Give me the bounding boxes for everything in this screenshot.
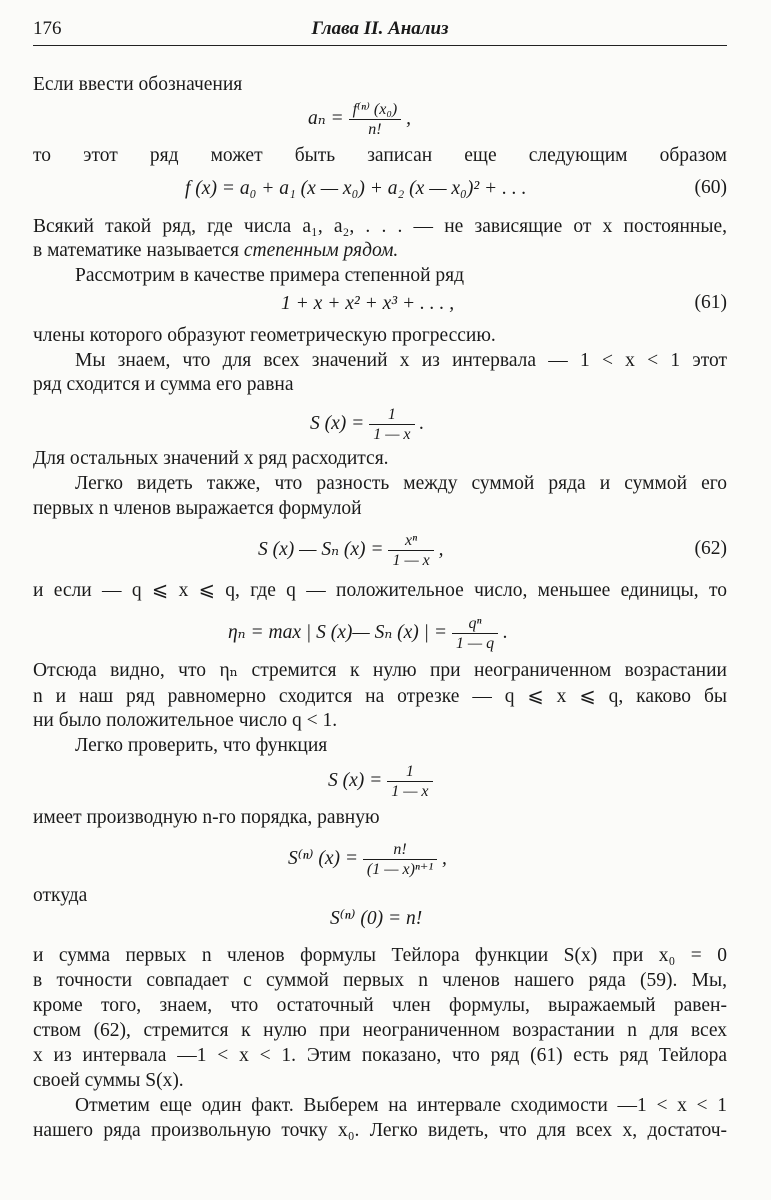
equation-60: f (x) = a₀ + a₁ (x — x₀) + a₂ (x — x₀)² + . . . — [185, 178, 527, 199]
text-line-7: Мы знаем, что для всех значений x из интервала — 1 < x < 1 этот — [75, 350, 727, 371]
header-rule — [33, 45, 727, 46]
equation-number-60: (60) — [694, 177, 727, 198]
text-line-2: то этот ряд может быть записан еще следующим образом — [33, 145, 727, 166]
fraction-62 — [388, 531, 433, 570]
text-line-26: нашего ряда произвольную точку x₀. Легко видеть, что для всех x, достаточ- — [33, 1120, 727, 1141]
text-line-5: Рассмотрим в качестве примера степенной ряд — [75, 265, 465, 286]
text-line-4 — [33, 238, 727, 264]
text-line-11: первых n членов выражается формулой — [33, 498, 362, 519]
text-line-3: Всякий такой ряд, где числа a₁, a₂, . . . — не зависящие от x постоянные, — [33, 216, 727, 237]
equation-62-tail: , — [438, 538, 444, 560]
fraction-sn-numerator: n! — [363, 840, 437, 860]
fraction-eta-denominator: 1 — q — [455, 635, 495, 652]
fraction-s1-denominator: 1 — x — [373, 426, 411, 443]
equation-s1-tail: . — [419, 412, 425, 434]
equation-an-lhs: aₙ = — [308, 107, 344, 129]
text-line-20: в точности совпадает с суммой первых n членов нашего ряда (59). Мы, — [33, 970, 727, 991]
fraction-62-numerator: xⁿ — [388, 531, 433, 551]
fraction-sn — [363, 840, 437, 879]
page-number: 176 — [33, 18, 62, 39]
fraction-eta-numerator: qⁿ — [452, 614, 498, 634]
equation-an-tail: , — [406, 107, 411, 129]
text-line-17: имеет производную n-го порядка, равную — [33, 807, 380, 828]
running-header — [33, 18, 727, 44]
text-line-23: x из интервала —1 < x < 1. Этим показано, что ряд (61) есть ряд Тейлора — [33, 1045, 727, 1066]
equation-number-62: (62) — [694, 538, 727, 559]
fraction-sn-denominator: (1 — x)ⁿ⁺¹ — [366, 861, 434, 878]
text-line-14: n и наш ряд равномерно сходится на отрезке — q ⩽ x ⩽ q, каково бы — [33, 686, 727, 707]
chapter-title: Глава II. Анализ — [311, 18, 449, 39]
text-line-10: Легко видеть также, что разность между суммой ряда и суммой его — [75, 473, 727, 494]
text-line-19: и сумма первых n членов формулы Тейлора функции S(x) при x₀ = 0 — [33, 945, 727, 966]
text-line-6: члены которого образуют геометрическую прогрессию. — [33, 325, 496, 346]
fraction-s1-numerator: 1 — [369, 405, 414, 425]
equation-eta — [228, 614, 508, 653]
term-power-series: степенным рядом. — [243, 240, 399, 261]
text-line-9: Для остальных значений x ряд расходится. — [33, 448, 389, 469]
fraction-an — [349, 100, 402, 139]
text-line-22: ством (62), стремится к нулю при неограниченном возрастании n для всех — [33, 1020, 727, 1041]
equation-62-lhs: S (x) — Sₙ (x) = — [258, 538, 384, 560]
fraction-s2 — [387, 762, 432, 801]
text-line-8: ряд сходится и сумма его равна — [33, 374, 294, 395]
text-line-12: и если — q ⩽ x ⩽ q, где q — положительное число, меньшее единицы, то — [33, 580, 727, 601]
text-line-1: Если ввести обозначения — [33, 74, 243, 95]
equation-sn-tail: , — [442, 847, 447, 869]
text-line-4-start: в математике называется — [33, 240, 239, 261]
equation-s1-lhs: S (x) = — [310, 412, 365, 434]
fraction-an-numerator: f⁽ⁿ⁾ (x₀) — [349, 100, 402, 120]
text-line-13: Отсюда видно, что ηₙ стремится к нулю при неограниченном возрастании — [33, 660, 727, 681]
equation-62 — [258, 531, 444, 570]
equation-61: 1 + x + x² + x³ + . . . , — [281, 293, 455, 314]
fraction-s2-denominator: 1 — x — [391, 783, 429, 800]
equation-sn-lhs: S⁽ⁿ⁾ (x) = — [288, 847, 359, 869]
equation-s1 — [310, 405, 424, 444]
fraction-s2-numerator: 1 — [387, 762, 432, 782]
equation-s0: S⁽ⁿ⁾ (0) = n! — [330, 908, 423, 929]
equation-eta-lhs: ηₙ = max | S (x)— Sₙ (x) | = — [228, 621, 448, 643]
text-line-21: кроме того, знаем, что остаточный член формулы, выражаемый равен- — [33, 995, 727, 1016]
text-line-15: ни было положительное число q < 1. — [33, 710, 338, 731]
fraction-eta — [452, 614, 498, 653]
equation-s2-lhs: S (x) = — [328, 769, 383, 791]
fraction-an-denominator: n! — [368, 121, 382, 138]
equation-s2 — [328, 762, 433, 801]
text-line-16: Легко проверить, что функция — [75, 735, 328, 756]
equation-sn — [288, 840, 447, 879]
fraction-62-denominator: 1 — x — [392, 552, 430, 569]
equation-an — [308, 100, 411, 139]
equation-eta-tail: . — [503, 621, 508, 643]
text-line-25: Отметим еще один факт. Выберем на интервале сходимости —1 < x < 1 — [75, 1095, 727, 1116]
text-line-18: откуда — [33, 885, 88, 906]
fraction-s1 — [369, 405, 414, 444]
text-line-24: своей суммы S(x). — [33, 1070, 184, 1091]
equation-number-61: (61) — [694, 292, 727, 313]
